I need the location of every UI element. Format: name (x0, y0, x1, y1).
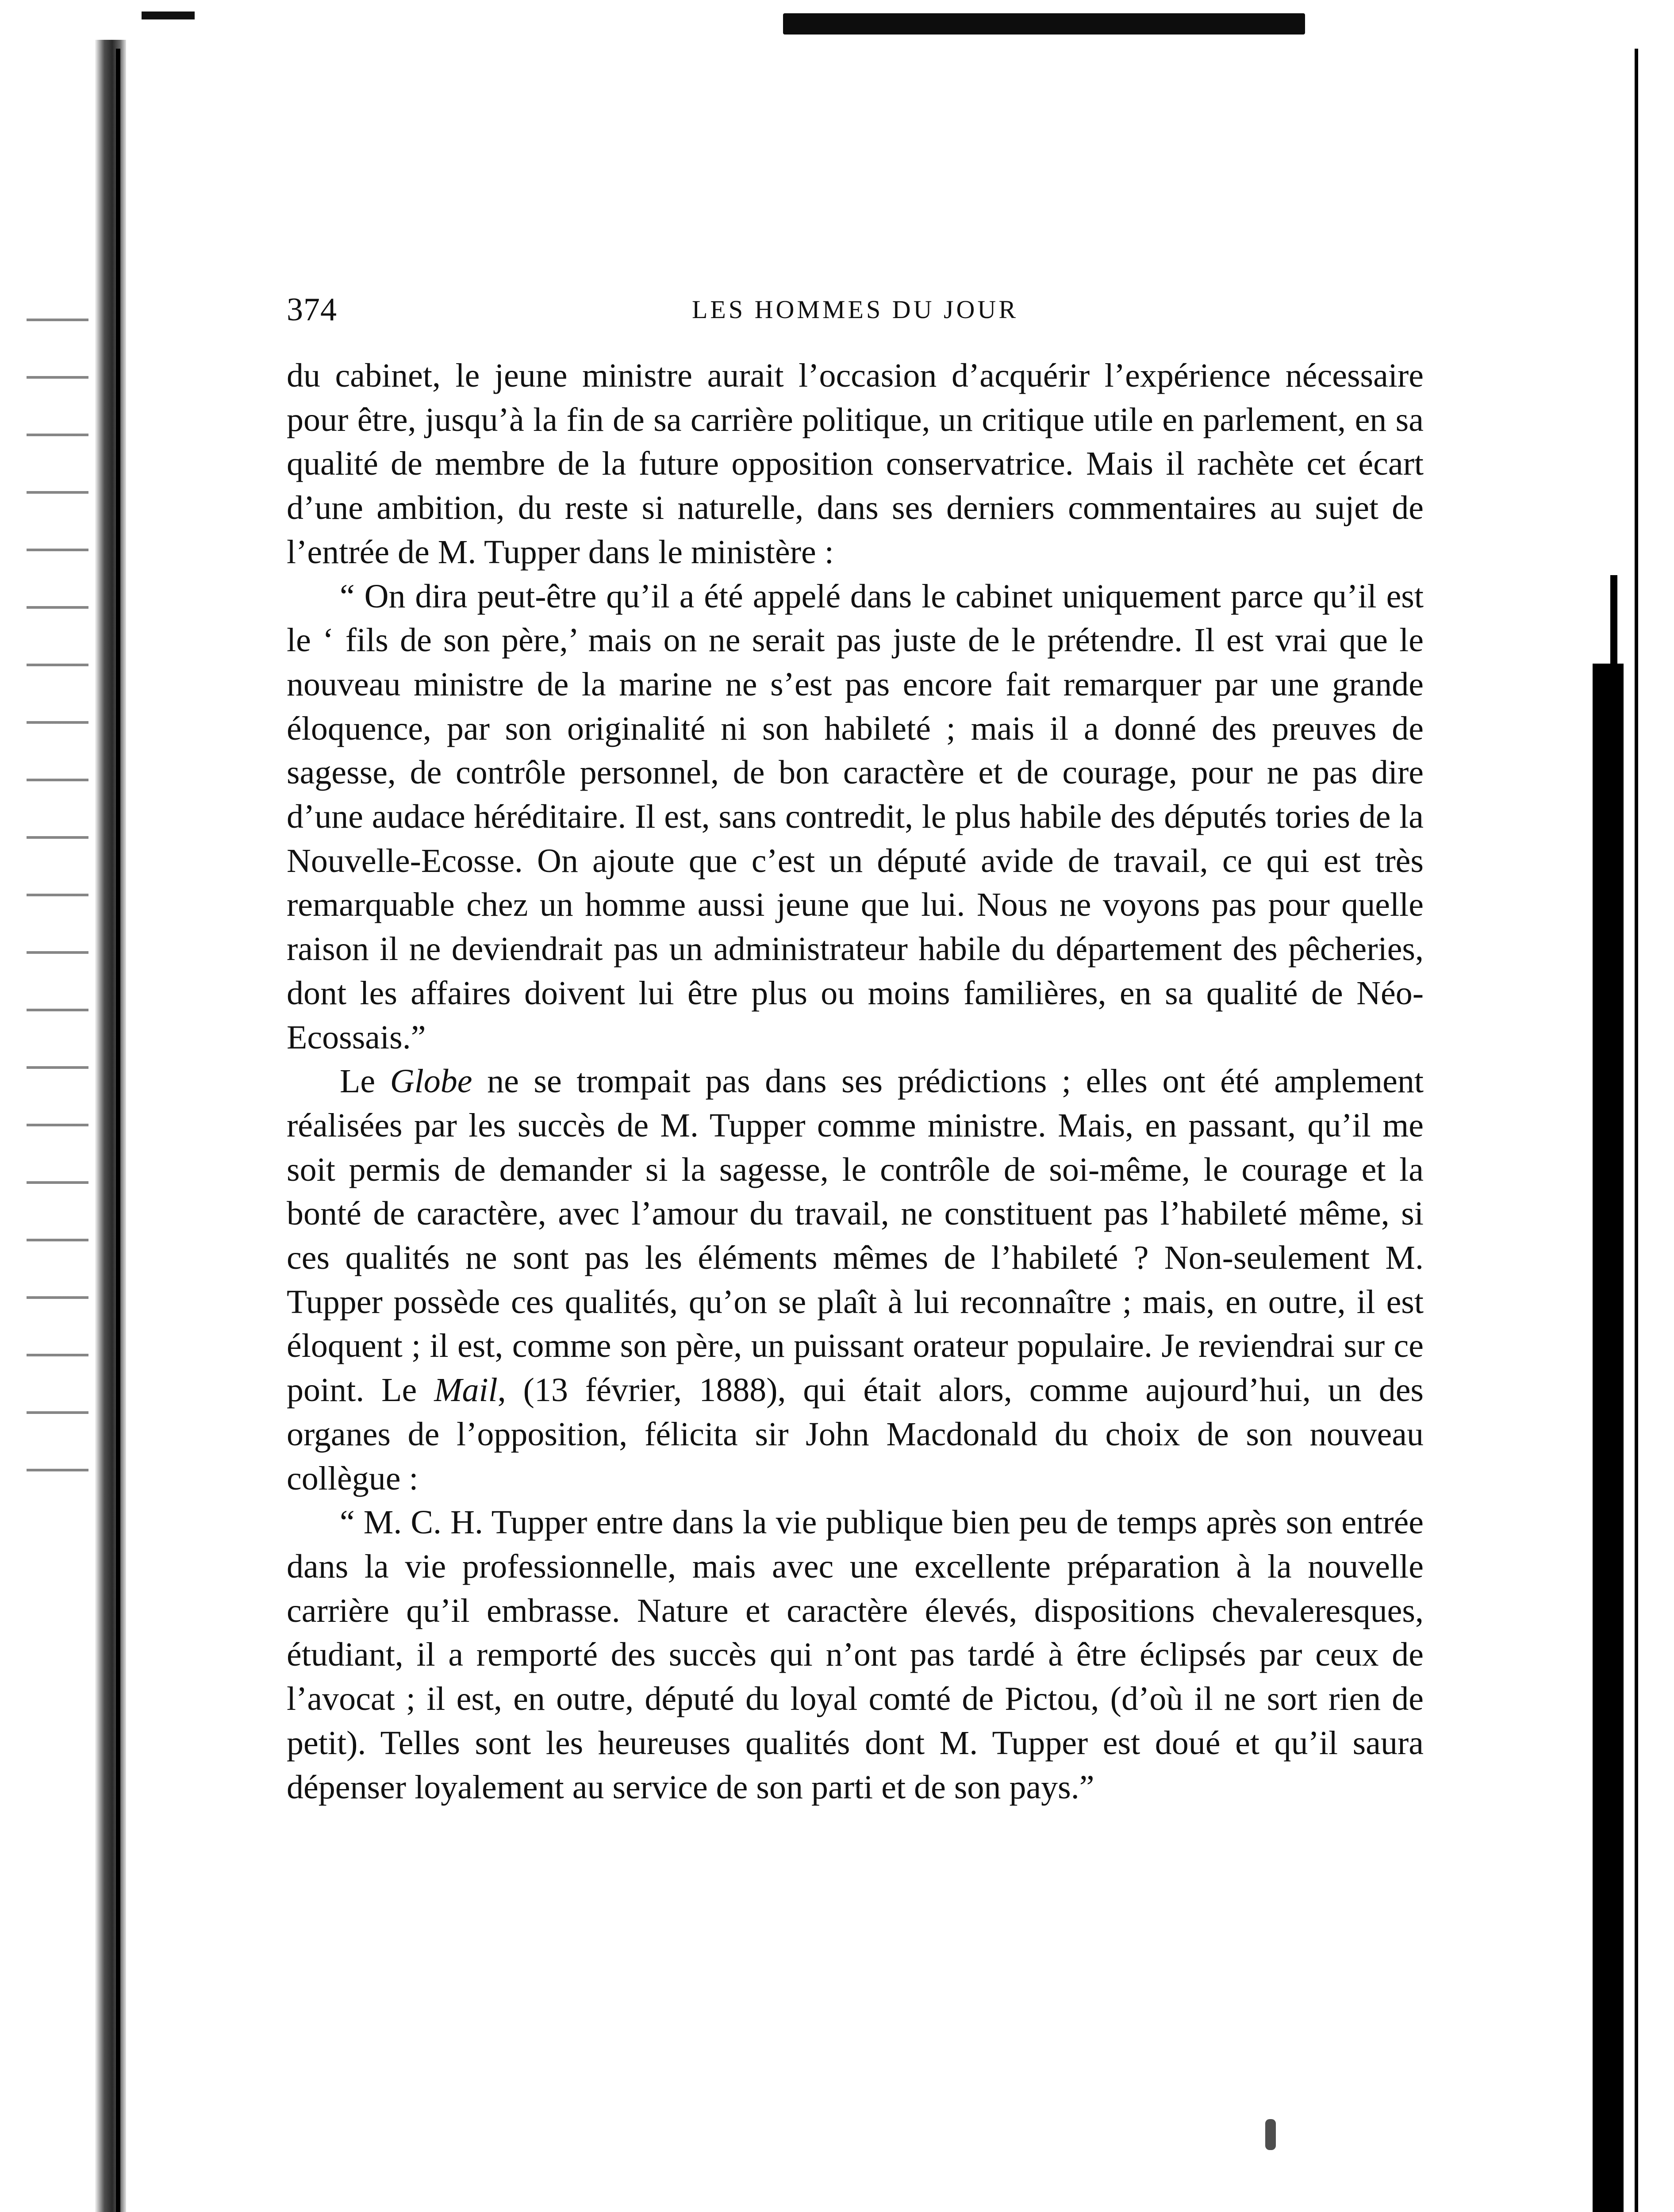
paragraph-2-quote: “ On dira peut-être qu’il a été appelé dans le cabinet uniquement parce qu’il est le ‘ fils de son père,’ mais on ne serait pas juste de le prétendre. Il est vrai que le nouveau ministre de la marine ne s’est pas encore fait remarquer par une grande éloquence, par son originalité ni son habileté ; mais il a donné des preuves de sagesse, de contrôle personnel, de bon caractère et de courage, pour ne pas dire d’une audace héréditaire. Il est, sans contredit, le plus habile des députés tories de la Nouvelle-Ecosse. On ajoute que c’est un député avide de travail, ce qui est très remarquable chez un homme aussi jeune que lui. Nous ne voyons pas pour quelle raison il ne deviendrait pas un administrateur habile du département des pêcheries, dont les affaires doivent lui être plus ou moins familières, en sa qualité de Néo-Ecossais.” (287, 577, 1424, 1056)
body-text (287, 354, 1424, 1809)
page-binding-line (116, 49, 120, 2212)
scan-artifact-top-left (142, 12, 195, 19)
paragraph-3-middle: ne se trompait pas dans ses prédictions ; elles ont été amplement réalisées par les succès de M. Tupper comme ministre. Mais, en passant, qu’il me soit permis de demander si la sagesse, le contrôle de soi-même, le courage et la bonté de caractère, avec l’amour du travail, ne constituent pas l’habileté même, si ces qualités ne sont pas les éléments mêmes de l’habileté ? Non-seulement M. Tupper possède ces qualités, qu’on se plaît à lui reconnaître ; mais, en outre, il est éloquent ; il est, comme son père, un puissant orateur populaire. Je reviendrai sur ce point. Le (287, 1063, 1424, 1409)
page-right-edge-shadow (1593, 664, 1624, 2212)
page-right-edge-line (1635, 49, 1638, 2212)
paragraph-4-quote: “ M. C. H. Tupper entre dans la vie publique bien peu de temps après son entrée dans la vie professionnelle, mais avec une excellente préparation à la nouvelle carrière qu’il embrasse. Nature et caractère élevés, dispositions chevaleresques, étudiant, il a remporté des succès qui n’ont pas tardé à être éclipsés par ceux de l’avocat ; il est, en outre, député du loyal comté de Pictou, (d’où il ne sort rien de petit). Telles sont les heureuses qualités dont M. Tupper est doué et qu’il saura dépenser loyalement au service de son parti et de son pays.” (287, 1504, 1424, 1806)
paragraph-3-start: Le (340, 1063, 390, 1100)
scan-artifact-bottom-mark (1265, 2119, 1276, 2150)
scan-artifact-top-bar (783, 13, 1305, 35)
page-header (287, 288, 1424, 332)
mail-title: Mail (434, 1371, 498, 1409)
scan-artifact-left-marks (27, 288, 88, 1526)
paragraph-1: du cabinet, le jeune ministre aurait l’occasion d’acquérir l’expérience nécessaire pour être, jusqu’à la fin de sa carrière politique, un critique utile en parlement, en sa qualité de membre de la future opposition conservatrice. Mais il rachète cet écart d’une ambition, du reste si naturelle, dans ses derniers commentaires au sujet de l’entrée de M. Tupper dans le ministère : (287, 357, 1424, 571)
globe-title: Globe (390, 1063, 472, 1100)
paragraph-3 (287, 1060, 1424, 1501)
page-number: 374 (287, 292, 337, 328)
page-binding-edge (95, 40, 126, 2212)
paragraph-3-end: , (13 février, 1888), qui était alors, comme aujourd’hui, un des organes de l’opposition, félicita sir John Macdonald du choix de son nouveau collègue : (287, 1371, 1424, 1497)
running-head: LES HOMMES DU JOUR (691, 295, 1018, 324)
